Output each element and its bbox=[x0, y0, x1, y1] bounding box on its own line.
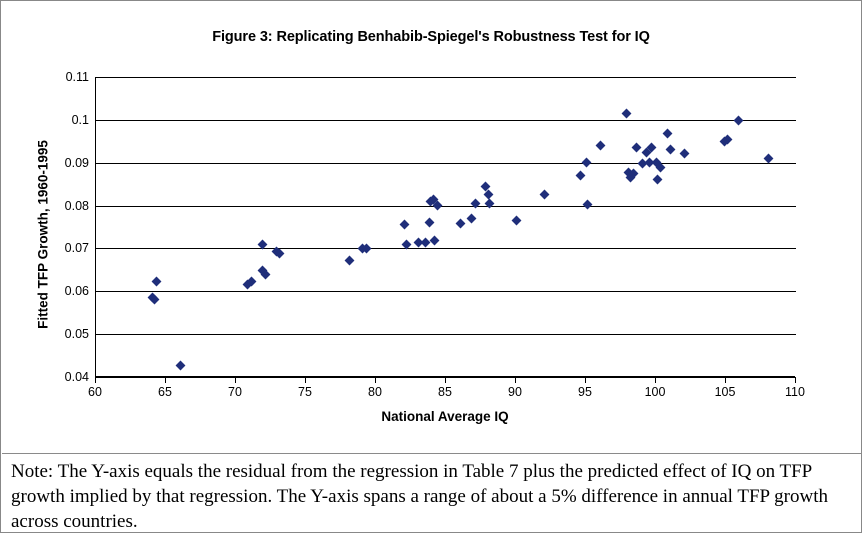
data-point bbox=[344, 255, 354, 265]
data-point bbox=[424, 218, 434, 228]
x-tick-mark bbox=[95, 377, 96, 383]
x-axis-label: National Average IQ bbox=[381, 409, 509, 424]
data-point bbox=[151, 277, 161, 287]
plot-wrapper bbox=[35, 70, 805, 424]
x-tick-mark bbox=[305, 377, 306, 383]
divider bbox=[2, 453, 862, 454]
data-point bbox=[734, 116, 744, 126]
y-tick-label: 0.1 bbox=[71, 112, 89, 127]
data-point bbox=[655, 163, 665, 173]
data-point bbox=[511, 216, 521, 226]
y-tick-label: 0.09 bbox=[64, 155, 89, 170]
x-tick-label: 100 bbox=[644, 385, 666, 399]
data-point bbox=[581, 158, 591, 168]
y-tick-label: 0.05 bbox=[64, 327, 89, 342]
y-tick-label: 0.08 bbox=[64, 198, 89, 213]
data-point bbox=[679, 148, 689, 158]
data-point bbox=[470, 198, 480, 208]
data-point bbox=[466, 213, 476, 223]
x-tick-label: 80 bbox=[368, 385, 382, 399]
data-point bbox=[420, 237, 430, 247]
data-point bbox=[175, 360, 185, 370]
gridline bbox=[96, 248, 796, 249]
x-tick-label: 110 bbox=[785, 385, 805, 399]
data-point bbox=[433, 201, 443, 211]
x-tick-label: 70 bbox=[228, 385, 242, 399]
data-point bbox=[631, 143, 641, 153]
x-tick-label: 95 bbox=[578, 385, 592, 399]
chart-title: Figure 3: Replicating Benhabib-Spiegel's Robustness Test for IQ bbox=[212, 29, 650, 45]
gridline bbox=[96, 377, 796, 378]
data-point bbox=[582, 200, 592, 210]
x-tick-mark bbox=[655, 377, 656, 383]
x-tick-label: 90 bbox=[508, 385, 522, 399]
x-tick-label: 75 bbox=[298, 385, 312, 399]
y-axis-label: Fitted TFP Growth, 1960-1995 bbox=[35, 140, 51, 329]
x-tick-label: 65 bbox=[158, 385, 172, 399]
data-point bbox=[399, 220, 409, 230]
data-point bbox=[575, 171, 585, 181]
gridline bbox=[96, 77, 796, 78]
y-tick-label: 0.04 bbox=[64, 370, 89, 384]
gridline bbox=[96, 163, 796, 164]
chart-container bbox=[7, 7, 855, 447]
x-tick-mark bbox=[445, 377, 446, 383]
y-tick-label: 0.07 bbox=[64, 241, 89, 256]
x-tick-mark bbox=[725, 377, 726, 383]
x-tick-label: 85 bbox=[438, 385, 452, 399]
data-point bbox=[595, 141, 605, 151]
y-tick-label: 0.11 bbox=[65, 70, 89, 84]
gridline bbox=[96, 334, 796, 335]
data-point bbox=[455, 219, 465, 229]
plot-area bbox=[95, 77, 795, 377]
data-point bbox=[665, 145, 675, 155]
x-tick-label: 105 bbox=[714, 385, 736, 399]
x-tick-mark bbox=[795, 377, 796, 383]
data-point bbox=[652, 175, 662, 185]
data-point bbox=[150, 295, 160, 305]
data-point bbox=[622, 108, 632, 118]
gridline bbox=[96, 206, 796, 207]
x-tick-mark bbox=[585, 377, 586, 383]
x-tick-mark bbox=[235, 377, 236, 383]
gridline bbox=[96, 120, 796, 121]
data-point bbox=[484, 198, 494, 208]
data-point bbox=[430, 236, 440, 246]
x-tick-mark bbox=[515, 377, 516, 383]
figure-note: Note: The Y-axis equals the residual from the regression in Table 7 plus the predicted effect of IQ on TFP growth implied by that regression. The Y-axis spans a range of about a 5% difference in annual TFP growth across countries. bbox=[11, 461, 828, 532]
x-tick-label: 60 bbox=[88, 385, 102, 399]
y-tick-label: 0.06 bbox=[64, 284, 89, 299]
data-point bbox=[539, 190, 549, 200]
x-tick-mark bbox=[375, 377, 376, 383]
x-tick-mark bbox=[165, 377, 166, 383]
data-point bbox=[662, 129, 672, 139]
gridline bbox=[96, 291, 796, 292]
